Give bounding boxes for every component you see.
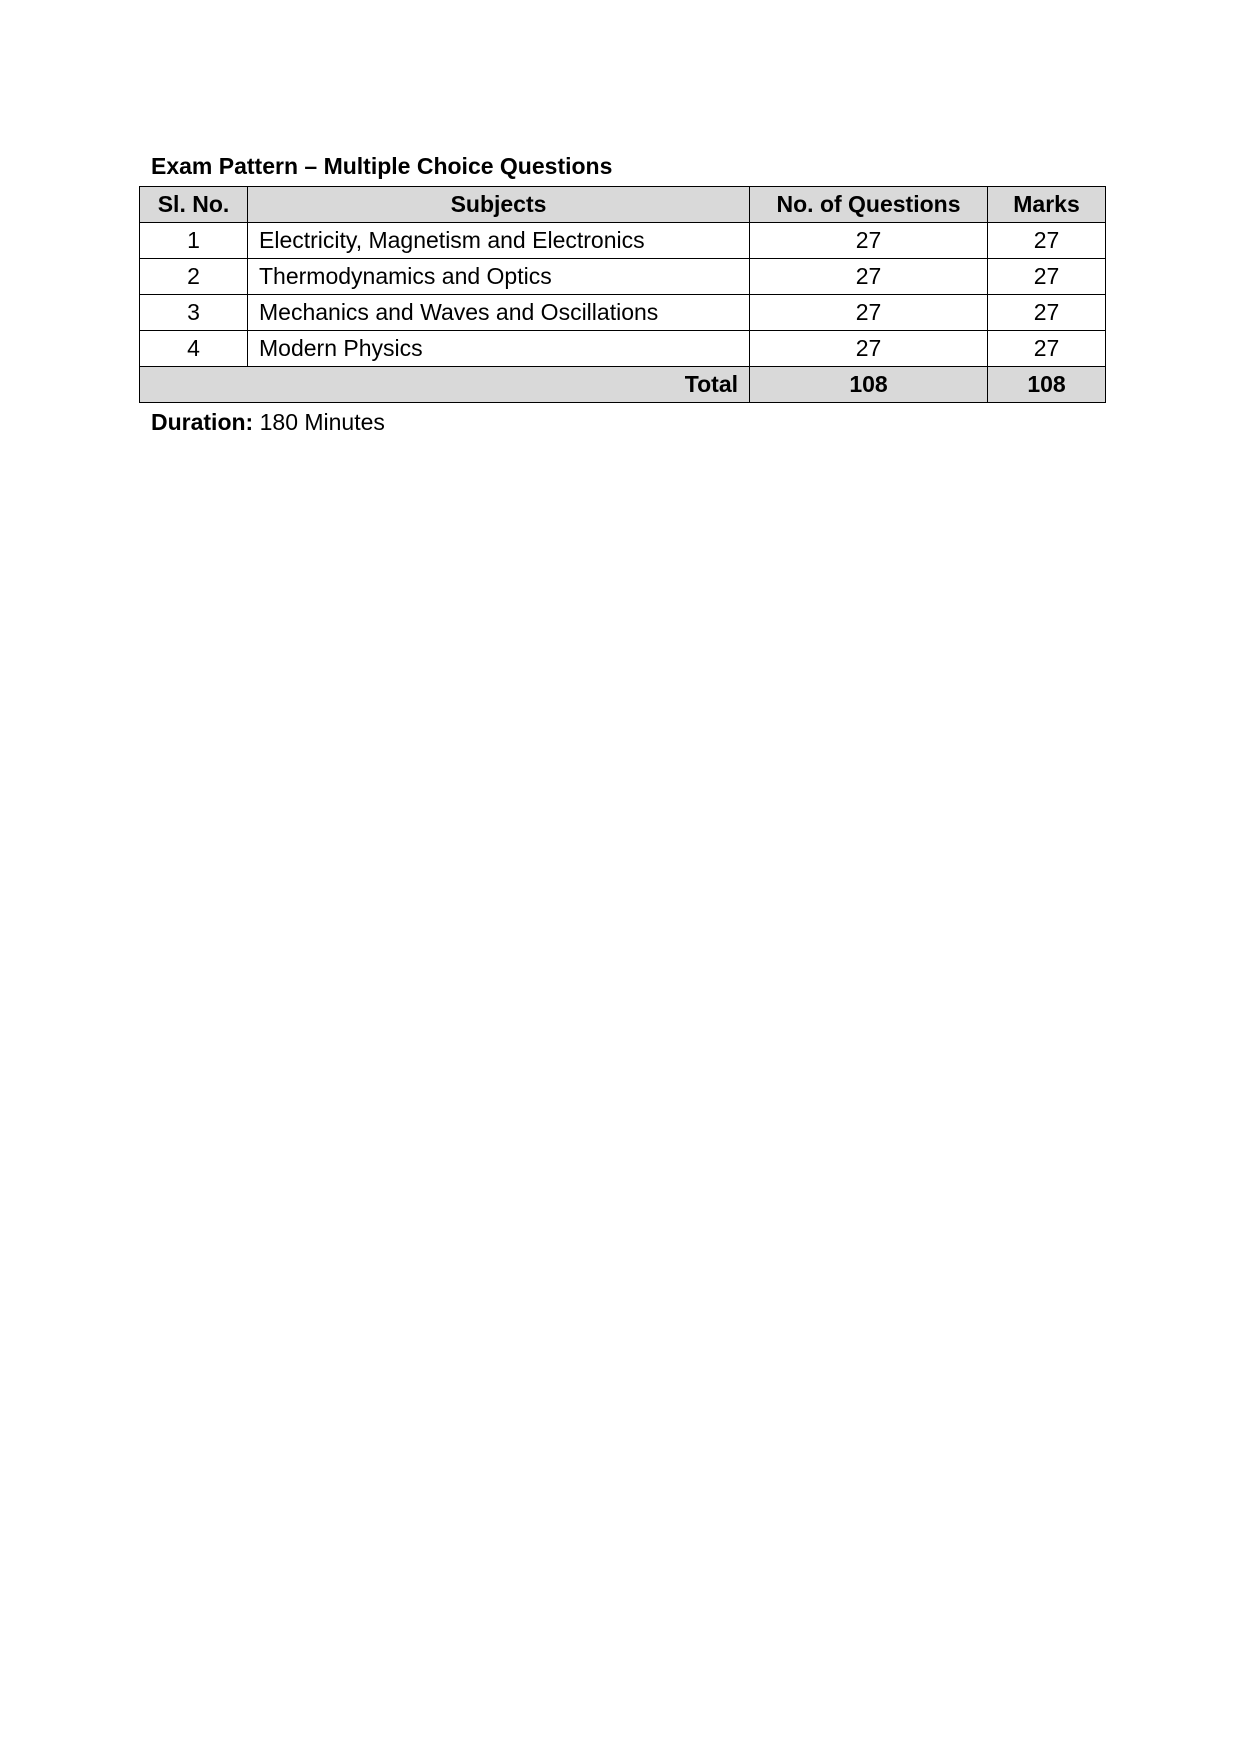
table-row [140,259,1106,295]
cell-subject: Mechanics and Waves and Oscillations [248,295,750,331]
cell-marks: 27 [988,295,1106,331]
duration-value: 180 Minutes [259,409,385,435]
header-no-of-questions: No. of Questions [750,187,988,223]
cell-questions: 27 [750,295,988,331]
cell-subject: Electricity, Magnetism and Electronics [248,223,750,259]
duration-label: Duration: [151,409,254,435]
total-label: Total [140,367,750,403]
cell-subject: Thermodynamics and Optics [248,259,750,295]
cell-questions: 27 [750,331,988,367]
duration-line [151,406,385,438]
table-row [140,223,1106,259]
header-subjects: Subjects [248,187,750,223]
cell-sl-no: 4 [140,331,248,367]
cell-questions: 27 [750,259,988,295]
cell-questions: 27 [750,223,988,259]
cell-marks: 27 [988,259,1106,295]
document-title: Exam Pattern – Multiple Choice Questions [151,153,613,179]
total-questions: 108 [750,367,988,403]
cell-sl-no: 3 [140,295,248,331]
table-header-row [140,187,1106,223]
cell-sl-no: 2 [140,259,248,295]
table-row [140,331,1106,367]
cell-marks: 27 [988,331,1106,367]
cell-subject: Modern Physics [248,331,750,367]
cell-marks: 27 [988,223,1106,259]
cell-sl-no: 1 [140,223,248,259]
header-marks: Marks [988,187,1106,223]
total-marks: 108 [988,367,1106,403]
table-row [140,295,1106,331]
header-sl-no: Sl. No. [140,187,248,223]
table-total-row [140,367,1106,403]
exam-pattern-table [139,186,1106,403]
